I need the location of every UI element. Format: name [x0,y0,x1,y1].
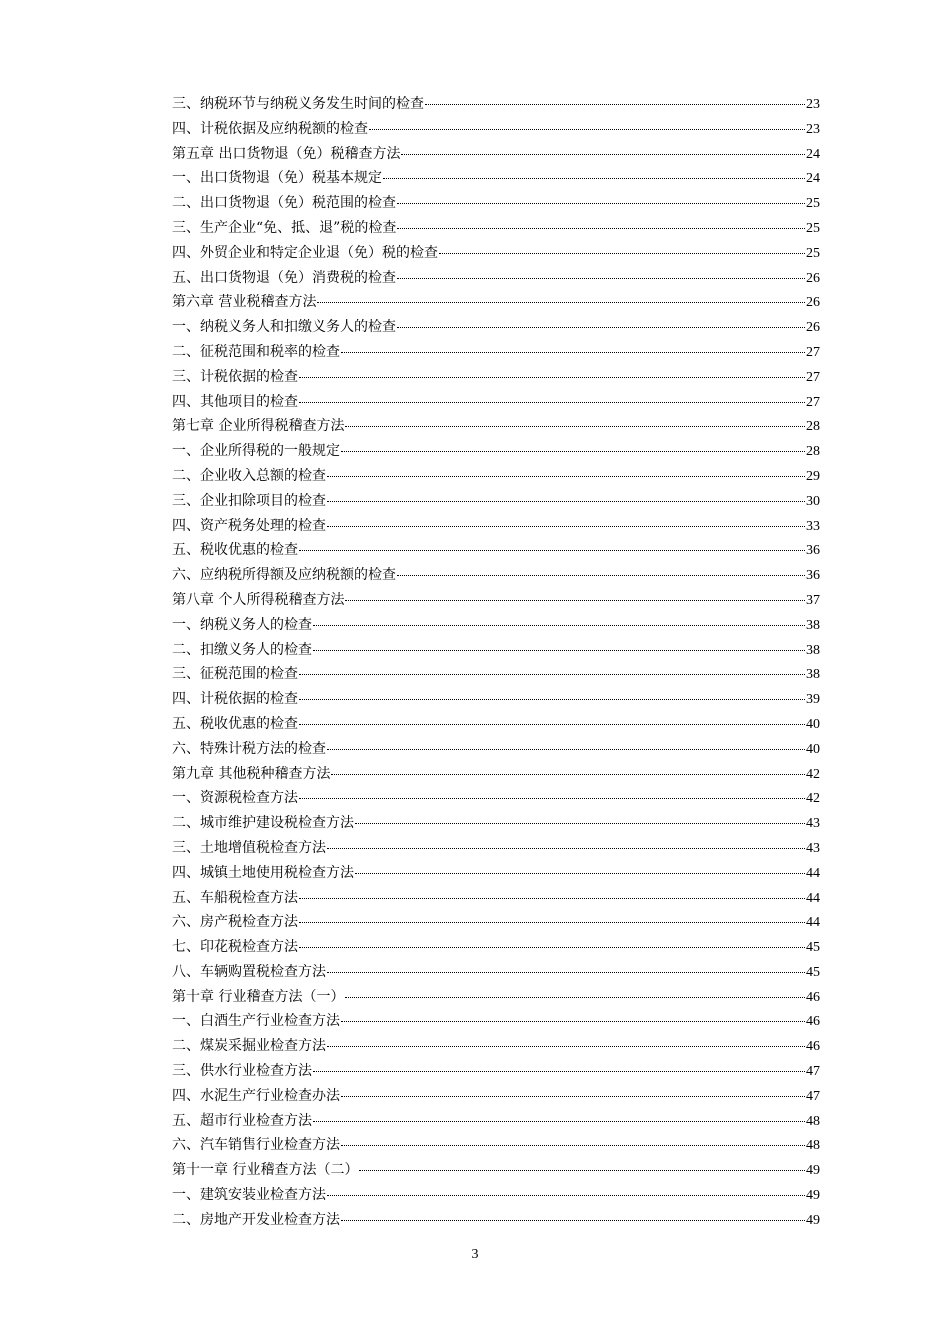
toc-entry-page: 38 [806,642,820,658]
dot-leader [299,714,805,725]
toc-entry[interactable] [172,1109,820,1134]
toc-entry[interactable] [172,464,820,489]
toc-entry-title: 六、汽车销售行业检查方法 [172,1137,340,1154]
toc-entry-title: 五、出口货物退（免）消费税的检查 [172,269,396,286]
toc-entry-title: 五、超市行业检查方法 [172,1112,312,1129]
toc-entry[interactable] [172,1084,820,1109]
toc-entry[interactable] [172,1208,820,1233]
toc-entry[interactable] [172,687,820,712]
toc-entry[interactable] [172,216,820,241]
dot-leader [397,218,805,229]
toc-entry-page: 40 [806,741,820,757]
dot-leader [299,392,805,403]
toc-entry[interactable] [172,414,820,439]
dot-leader [345,987,805,998]
toc-entry-page: 23 [806,121,820,137]
toc-entry[interactable] [172,340,820,365]
toc-entry[interactable] [172,886,820,911]
toc-entry-page: 38 [806,617,820,633]
toc-entry-title: 四、计税依据及应纳税额的检查 [172,120,368,137]
dot-leader [341,1086,805,1097]
toc-entry[interactable] [172,935,820,960]
toc-entry[interactable] [172,538,820,563]
toc-entry-title: 四、资产税务处理的检查 [172,517,326,534]
toc-entry-title: 二、企业收入总额的检查 [172,467,326,484]
dot-leader [299,664,805,675]
dot-leader [401,144,805,155]
toc-entry[interactable] [172,1009,820,1034]
toc-entry-title: 六、应纳税所得额及应纳税额的检查 [172,567,396,584]
toc-entry-page: 39 [806,692,820,708]
toc-entry[interactable] [172,266,820,291]
dot-leader [327,838,805,849]
toc-entry[interactable] [172,737,820,762]
toc-entry-page: 27 [806,369,820,385]
dot-leader [327,1185,805,1196]
toc-entry-title: 四、水泥生产行业检查办法 [172,1087,340,1104]
dot-leader [355,863,805,874]
page-number: 3 [471,1247,479,1262]
dot-leader [299,689,805,700]
toc-entry-page: 46 [806,989,820,1005]
toc-entry-page: 25 [806,196,820,212]
toc-entry-title: 三、生产企业“免、抵、退”税的检查 [172,219,397,236]
dot-leader [341,441,805,452]
toc-entry-page: 44 [806,915,820,931]
toc-entry[interactable] [172,1059,820,1084]
dot-leader [327,1036,805,1047]
toc-entry-page: 48 [806,1138,820,1154]
toc-entry-page: 46 [806,1039,820,1055]
dot-leader [313,1111,805,1122]
dot-leader [299,367,805,378]
toc-entry[interactable] [172,142,820,167]
toc-entry[interactable] [172,92,820,117]
toc-entry-page: 49 [806,1188,820,1204]
toc-entry-page: 27 [806,344,820,360]
toc-entry[interactable] [172,861,820,886]
toc-entry[interactable] [172,1158,820,1183]
toc-entry-title: 一、纳税义务人的检查 [172,616,312,633]
toc-entry-title: 六、特殊计税方法的检查 [172,740,326,757]
toc-entry[interactable] [172,439,820,464]
toc-entry-page: 25 [806,220,820,236]
toc-entry[interactable] [172,613,820,638]
toc-entry-page: 38 [806,667,820,683]
toc-entry-title: 六、房产税检查方法 [172,914,298,931]
dot-leader [327,466,805,477]
toc-entry-title: 五、税收优惠的检查 [172,715,298,732]
toc-entry[interactable] [172,1034,820,1059]
toc-entry-page: 49 [806,1163,820,1179]
toc-entry[interactable] [172,241,820,266]
dot-leader [341,342,805,353]
toc-entry-title: 一、出口货物退（免）税基本规定 [172,170,382,187]
dot-leader [299,888,805,899]
dot-leader [355,813,805,824]
toc-entry[interactable] [172,836,820,861]
toc-entry-title: 四、外贸企业和特定企业退（免）税的检查 [172,244,438,261]
dot-leader [317,292,805,303]
toc-entry-page: 42 [806,766,820,782]
toc-entry[interactable] [172,811,820,836]
toc-entry-title: 一、企业所得税的一般规定 [172,443,340,460]
toc-entry-title: 四、城镇土地使用税检查方法 [172,864,354,881]
toc-entry-title: 七、印花税检查方法 [172,939,298,956]
toc-entry[interactable] [172,638,820,663]
toc-entry-page: 43 [806,816,820,832]
toc-entry-title: 第十一章 行业稽查方法（二） [172,1162,359,1179]
toc-entry-title: 三、计税依据的检查 [172,368,298,385]
toc-entry[interactable] [172,712,820,737]
toc-entry-title: 二、扣缴义务人的检查 [172,641,312,658]
dot-leader [299,788,805,799]
toc-entry-title: 一、纳税义务人和扣缴义务人的检查 [172,319,396,336]
toc-entry[interactable] [172,762,820,787]
toc-entry-page: 28 [806,444,820,460]
toc-entry-title: 三、纳税环节与纳税义务发生时间的检查 [172,96,424,112]
toc-entry-page: 29 [806,468,820,484]
toc-entry-page: 26 [806,295,820,311]
dot-leader [331,764,805,775]
toc-entry-title: 四、计税依据的检查 [172,691,298,708]
toc-entry-title: 二、城市维护建设税检查方法 [172,815,354,832]
toc-entry[interactable] [172,1183,820,1208]
toc-entry[interactable] [172,166,820,191]
dot-leader [359,1160,805,1171]
toc-entry[interactable] [172,786,820,811]
toc-entry[interactable] [172,960,820,985]
toc-entry-title: 八、车辆购置税检查方法 [172,963,326,980]
toc-entry[interactable] [172,365,820,390]
toc-entry-page: 47 [806,1088,820,1104]
toc-entry-title: 第九章 其他税种稽查方法 [172,765,331,782]
toc-entry[interactable] [172,117,820,142]
toc-entry-title: 二、房地产开发业检查方法 [172,1211,340,1228]
toc-entry-page: 47 [806,1064,820,1080]
dot-leader [299,912,805,923]
dot-leader [313,615,805,626]
toc-entry-title: 一、资源税检查方法 [172,790,298,807]
toc-entry[interactable] [172,662,820,687]
toc-entry-title: 三、征税范围的检查 [172,666,298,683]
toc-entry-page: 33 [806,518,820,534]
toc-entry-page: 30 [806,493,820,509]
toc-entry-title: 二、征税范围和税率的检查 [172,343,340,360]
dot-leader [327,962,805,973]
dot-leader [341,1011,805,1022]
dot-leader [299,937,805,948]
dot-leader [345,416,805,427]
toc-entry-page: 36 [806,568,820,584]
dot-leader [397,193,805,204]
toc-entry-title: 第八章 个人所得税稽查方法 [172,591,345,608]
dot-leader [341,1135,805,1146]
toc-entry-page: 42 [806,791,820,807]
toc-entry-page: 23 [806,97,820,112]
toc-entry[interactable] [172,315,820,340]
toc-entry-page: 26 [806,270,820,286]
toc-entry-page: 44 [806,865,820,881]
toc-entry-page: 45 [806,940,820,956]
toc-entry-title: 二、出口货物退（免）税范围的检查 [172,195,396,212]
toc-entry[interactable] [172,588,820,613]
dot-leader [397,268,805,279]
table-of-contents [172,92,820,1233]
toc-entry[interactable] [172,1133,820,1158]
toc-entry-page: 24 [806,171,820,187]
dot-leader [313,640,805,651]
toc-entry-title: 第七章 企业所得税稽查方法 [172,418,345,435]
toc-entry[interactable] [172,514,820,539]
toc-entry-title: 第六章 营业税稽查方法 [172,294,317,311]
dot-leader [313,1061,805,1072]
dot-leader [369,119,805,130]
toc-entry[interactable] [172,910,820,935]
toc-entry-title: 二、煤炭采掘业检查方法 [172,1038,326,1055]
toc-entry[interactable] [172,191,820,216]
toc-entry-title: 第五章 出口货物退（免）税稽查方法 [172,145,401,162]
dot-leader [327,491,805,502]
toc-entry-title: 五、税收优惠的检查 [172,542,298,559]
toc-entry-title: 一、建筑安装业检查方法 [172,1187,326,1204]
dot-leader [345,590,805,601]
toc-entry-page: 40 [806,716,820,732]
toc-entry-page: 28 [806,419,820,435]
toc-entry-title: 三、供水行业检查方法 [172,1063,312,1080]
dot-leader [327,739,805,750]
toc-entry-page: 49 [806,1212,820,1228]
toc-entry-title: 一、白酒生产行业检查方法 [172,1013,340,1030]
dot-leader [341,1210,805,1221]
toc-entry-page: 36 [806,543,820,559]
toc-entry-page: 24 [806,146,820,162]
toc-entry[interactable] [172,489,820,514]
toc-entry-page: 37 [806,592,820,608]
toc-entry-title: 三、土地增值税检查方法 [172,839,326,856]
toc-entry-page: 43 [806,840,820,856]
dot-leader [439,243,805,254]
toc-entry-title: 第十章 行业稽查方法（一） [172,988,345,1005]
toc-entry-page: 48 [806,1113,820,1129]
dot-leader [299,540,805,551]
toc-entry-title: 四、其他项目的检查 [172,393,298,410]
dot-leader [425,94,805,105]
toc-entry-title: 五、车船税检查方法 [172,889,298,906]
toc-entry-page: 46 [806,1014,820,1030]
toc-entry[interactable] [172,563,820,588]
toc-entry[interactable] [172,985,820,1010]
dot-leader [397,317,805,328]
toc-entry[interactable] [172,290,820,315]
toc-entry-page: 45 [806,964,820,980]
toc-entry-page: 44 [806,890,820,906]
toc-entry-page: 25 [806,245,820,261]
toc-entry-page: 27 [806,394,820,410]
toc-entry-title: 三、企业扣除项目的检查 [172,492,326,509]
toc-entry-page: 26 [806,320,820,336]
dot-leader [383,168,805,179]
toc-entry[interactable] [172,390,820,415]
dot-leader [327,516,805,527]
dot-leader [397,565,805,576]
